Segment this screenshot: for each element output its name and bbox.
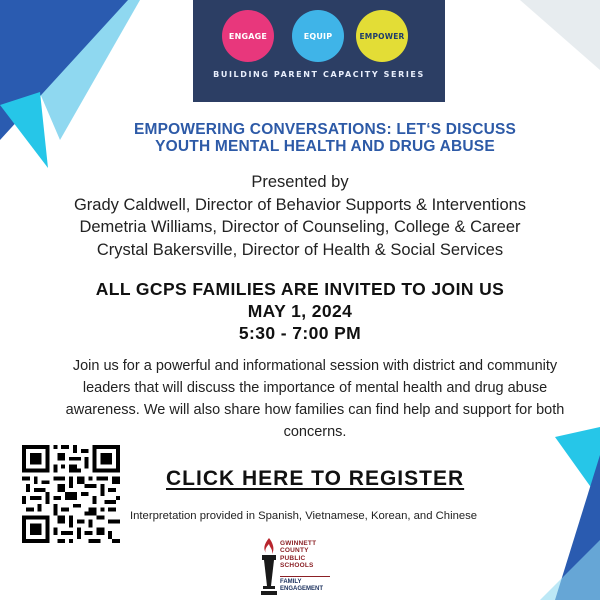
event-description: Join us for a powerful and informational session with district and community leaders that will discuss the importance of mental health and drug abuse awareness. We will also share how families can find help and support for both concerns. (65, 358, 565, 440)
presenter-2: Demetria Williams, Director of Counseling, College & Career (79, 218, 521, 236)
logo-name (280, 540, 316, 570)
logo-divider (280, 576, 330, 577)
event-title-line-2: YOUTH MENTAL HEALTH AND DRUG ABUSE (155, 138, 495, 155)
series-banner (193, 0, 445, 102)
presenter-3: Crystal Bakersville, Director of Health & Social Services (96, 240, 504, 259)
presenter-1: Grady Caldwell, Director of Behavior Supports & Interventions (73, 195, 527, 214)
logo-subtitle (280, 579, 323, 592)
gcps-family-engagement-logo (258, 536, 368, 598)
event-title (60, 121, 590, 155)
logo-line-1: GWINNETT (280, 540, 317, 547)
event-title-line-1: EMPOWERING CONVERSATIONS: LET‘S DISCUSS (133, 121, 517, 138)
invitation (0, 278, 600, 344)
logo-line-2: COUNTY (280, 547, 309, 555)
engage-circle: ENGAGE (222, 10, 274, 62)
triangle-bottom-right-light (540, 540, 600, 600)
event-time: 5:30 - 7:00 PM (238, 323, 362, 343)
qr-modules (22, 445, 120, 543)
empower-circle: EMPOWER (356, 10, 408, 62)
logo-sub-line-2: ENGAGEMENT (280, 585, 324, 592)
invite-line: ALL GCPS FAMILIES ARE INVITED TO JOIN US (95, 279, 505, 299)
register-link[interactable]: CLICK HERE TO REGISTER (166, 467, 465, 490)
logo-line-3: PUBLIC (280, 554, 306, 562)
logo-line-4: SCHOOLS (280, 562, 314, 570)
series-title: BUILDING PARENT CAPACITY SERIES (213, 70, 425, 79)
equip-circle: EQUIP (292, 10, 344, 62)
registration-qr-code[interactable] (22, 445, 120, 543)
logo-sub-line-1: FAMILY (280, 579, 302, 585)
presented-by-heading: Presented by (251, 173, 349, 191)
interpretation-note: Interpretation provided in Spanish, Vietnamese, Korean, and Chinese (130, 510, 478, 522)
torch-icon (258, 536, 280, 598)
triangle-top-right-light (520, 0, 600, 70)
presenters (0, 171, 600, 261)
event-date: MAY 1, 2024 (247, 301, 353, 321)
